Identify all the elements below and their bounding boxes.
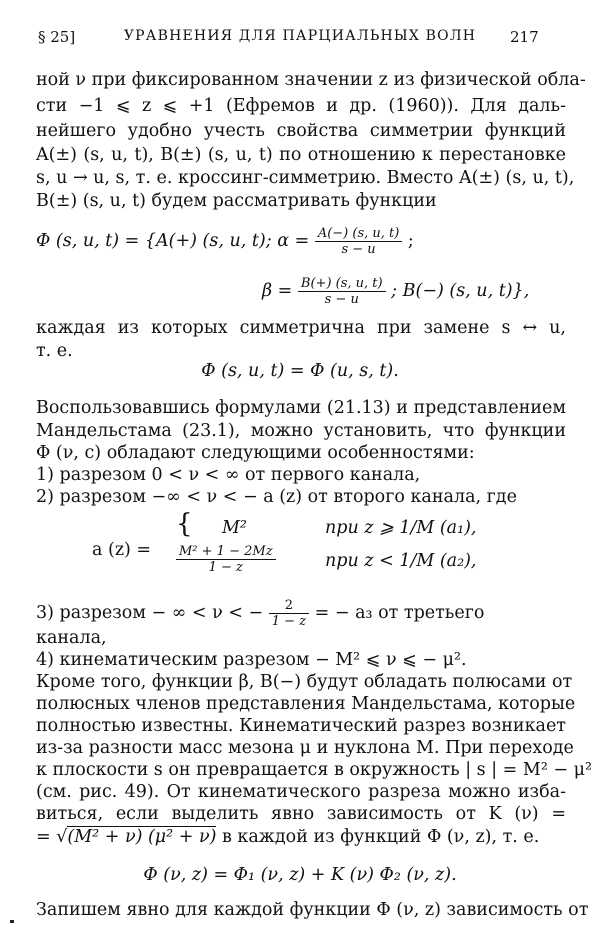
text-line: (см. рис. 49). От кинематического разреза можно изба- [36, 782, 566, 802]
eq-text: 3) разрезом − ∞ < ν < − [36, 603, 264, 623]
fraction-numerator: 2 [269, 598, 309, 614]
text-line: B(±) (s, u, t) будем рассматривать функции [36, 191, 437, 211]
text-line: каждая из которых симметрична при замене s ↔ u, [36, 318, 566, 338]
text-line-root [36, 827, 566, 847]
text-line: Запишем явно для каждой функции Φ (ν, z) зависимость от [36, 900, 589, 920]
eq-a-case-2 [176, 544, 316, 575]
eq-a-case-1-condition: при z ⩾ 1/M (a₁), [325, 518, 477, 538]
text-line: из-за разности масс мезона μ и нуклона M. При переходе [36, 738, 574, 758]
fraction-denominator: 1 − z [271, 614, 307, 629]
text-line: s, u → u, s, т. е. кроссинг-симметрию. Вместо A(±) (s, u, t), [36, 168, 575, 188]
equation-phi-definition-2 [262, 276, 562, 307]
fraction-numerator: A(−) (s, u, t) [315, 226, 403, 242]
eq-text: β = [262, 281, 293, 301]
text-line: 2) разрезом −∞ < ν < − a (z) от второго канала, где [36, 487, 517, 507]
text-line: A(±) (s, u, t), B(±) (s, u, t) по отношению к перестановке [36, 145, 566, 165]
fraction-denominator: s − u [341, 242, 376, 257]
fraction-denominator: 1 − z [208, 560, 243, 575]
fraction-case-2 [176, 544, 276, 575]
page-number: 217 [510, 28, 539, 46]
eq-text: ; [407, 231, 414, 251]
text-line: Кроме того, функции β, B(−) будут обладать полюсами от [36, 672, 573, 692]
fraction-numerator: B(+) (s, u, t) [298, 276, 386, 292]
text-line: нейшего удобно учесть свойства симметрии функций [36, 121, 566, 141]
eq-text: ; B(−) (s, u, t)}, [391, 281, 530, 301]
fraction-third-cut [269, 598, 309, 629]
eq-text: = √ [36, 827, 68, 847]
fraction-numerator: M² + 1 − 2Mz [176, 544, 276, 560]
fraction-denominator: s − u [324, 292, 359, 307]
eq-text: Φ (s, u, t) = {A(+) (s, u, t); α = [36, 231, 310, 251]
text-line: полюсных членов представления Мандельстама, которые [36, 694, 576, 714]
text-line: т. е. [36, 341, 73, 361]
text-line: Φ (ν, c) обладают следующими особенностями: [36, 443, 475, 463]
text-line-third-cut [36, 598, 566, 629]
text-line: Воспользовавшись формулами (21.13) и представлением [36, 398, 566, 418]
eq-text: = − a₃ от третьего [314, 603, 485, 623]
text-line: к плоскости s он превращается в окружность | s | = M² − μ² [36, 760, 593, 780]
equation-phi-definition-1 [36, 226, 566, 257]
eq-a-brace: { [176, 509, 193, 539]
eq-a-case-2-condition: при z < 1/M (a₂), [325, 551, 477, 571]
text-line: Мандельстама (23.1), можно установить, что функции [36, 421, 566, 441]
section-marker: § 25] [38, 28, 76, 46]
eq-a-lhs: a (z) = [92, 540, 152, 560]
text-line: 1) разрезом 0 < ν < ∞ от первого канала, [36, 465, 421, 485]
fraction-beta [298, 276, 386, 307]
text-line: виться, если выделить явно зависимость от K (ν) = [36, 804, 566, 824]
equation-symmetry: Φ (s, u, t) = Φ (u, s, t). [201, 361, 399, 381]
fraction-alpha [315, 226, 403, 257]
eq-text: в каждой из функций Φ (ν, z), т. е. [216, 827, 540, 847]
text-line: полностью известны. Кинематический разрез возникает [36, 716, 566, 736]
square-root-argument: (M² + ν) (μ² + ν) [67, 827, 217, 847]
text-line: 4) кинематическим разрезом − M² ⩽ ν ⩽ − μ². [36, 650, 467, 670]
text-line: ной ν при фиксированном значении z из физической обла- [36, 70, 586, 90]
eq-a-case-1: M² [222, 518, 247, 538]
running-title: УРАВНЕНИЯ ДЛЯ ПАРЦИАЛЬНЫХ ВОЛН [123, 28, 477, 44]
equation-decomposition: Φ (ν, z) = Φ₁ (ν, z) + K (ν) Φ₂ (ν, z). [143, 865, 457, 885]
text-line: канала, [36, 628, 107, 648]
print-speck [10, 920, 14, 923]
text-line: сти −1 ⩽ z ⩽ +1 (Ефремов и др. (1960)). Для даль- [36, 96, 566, 116]
